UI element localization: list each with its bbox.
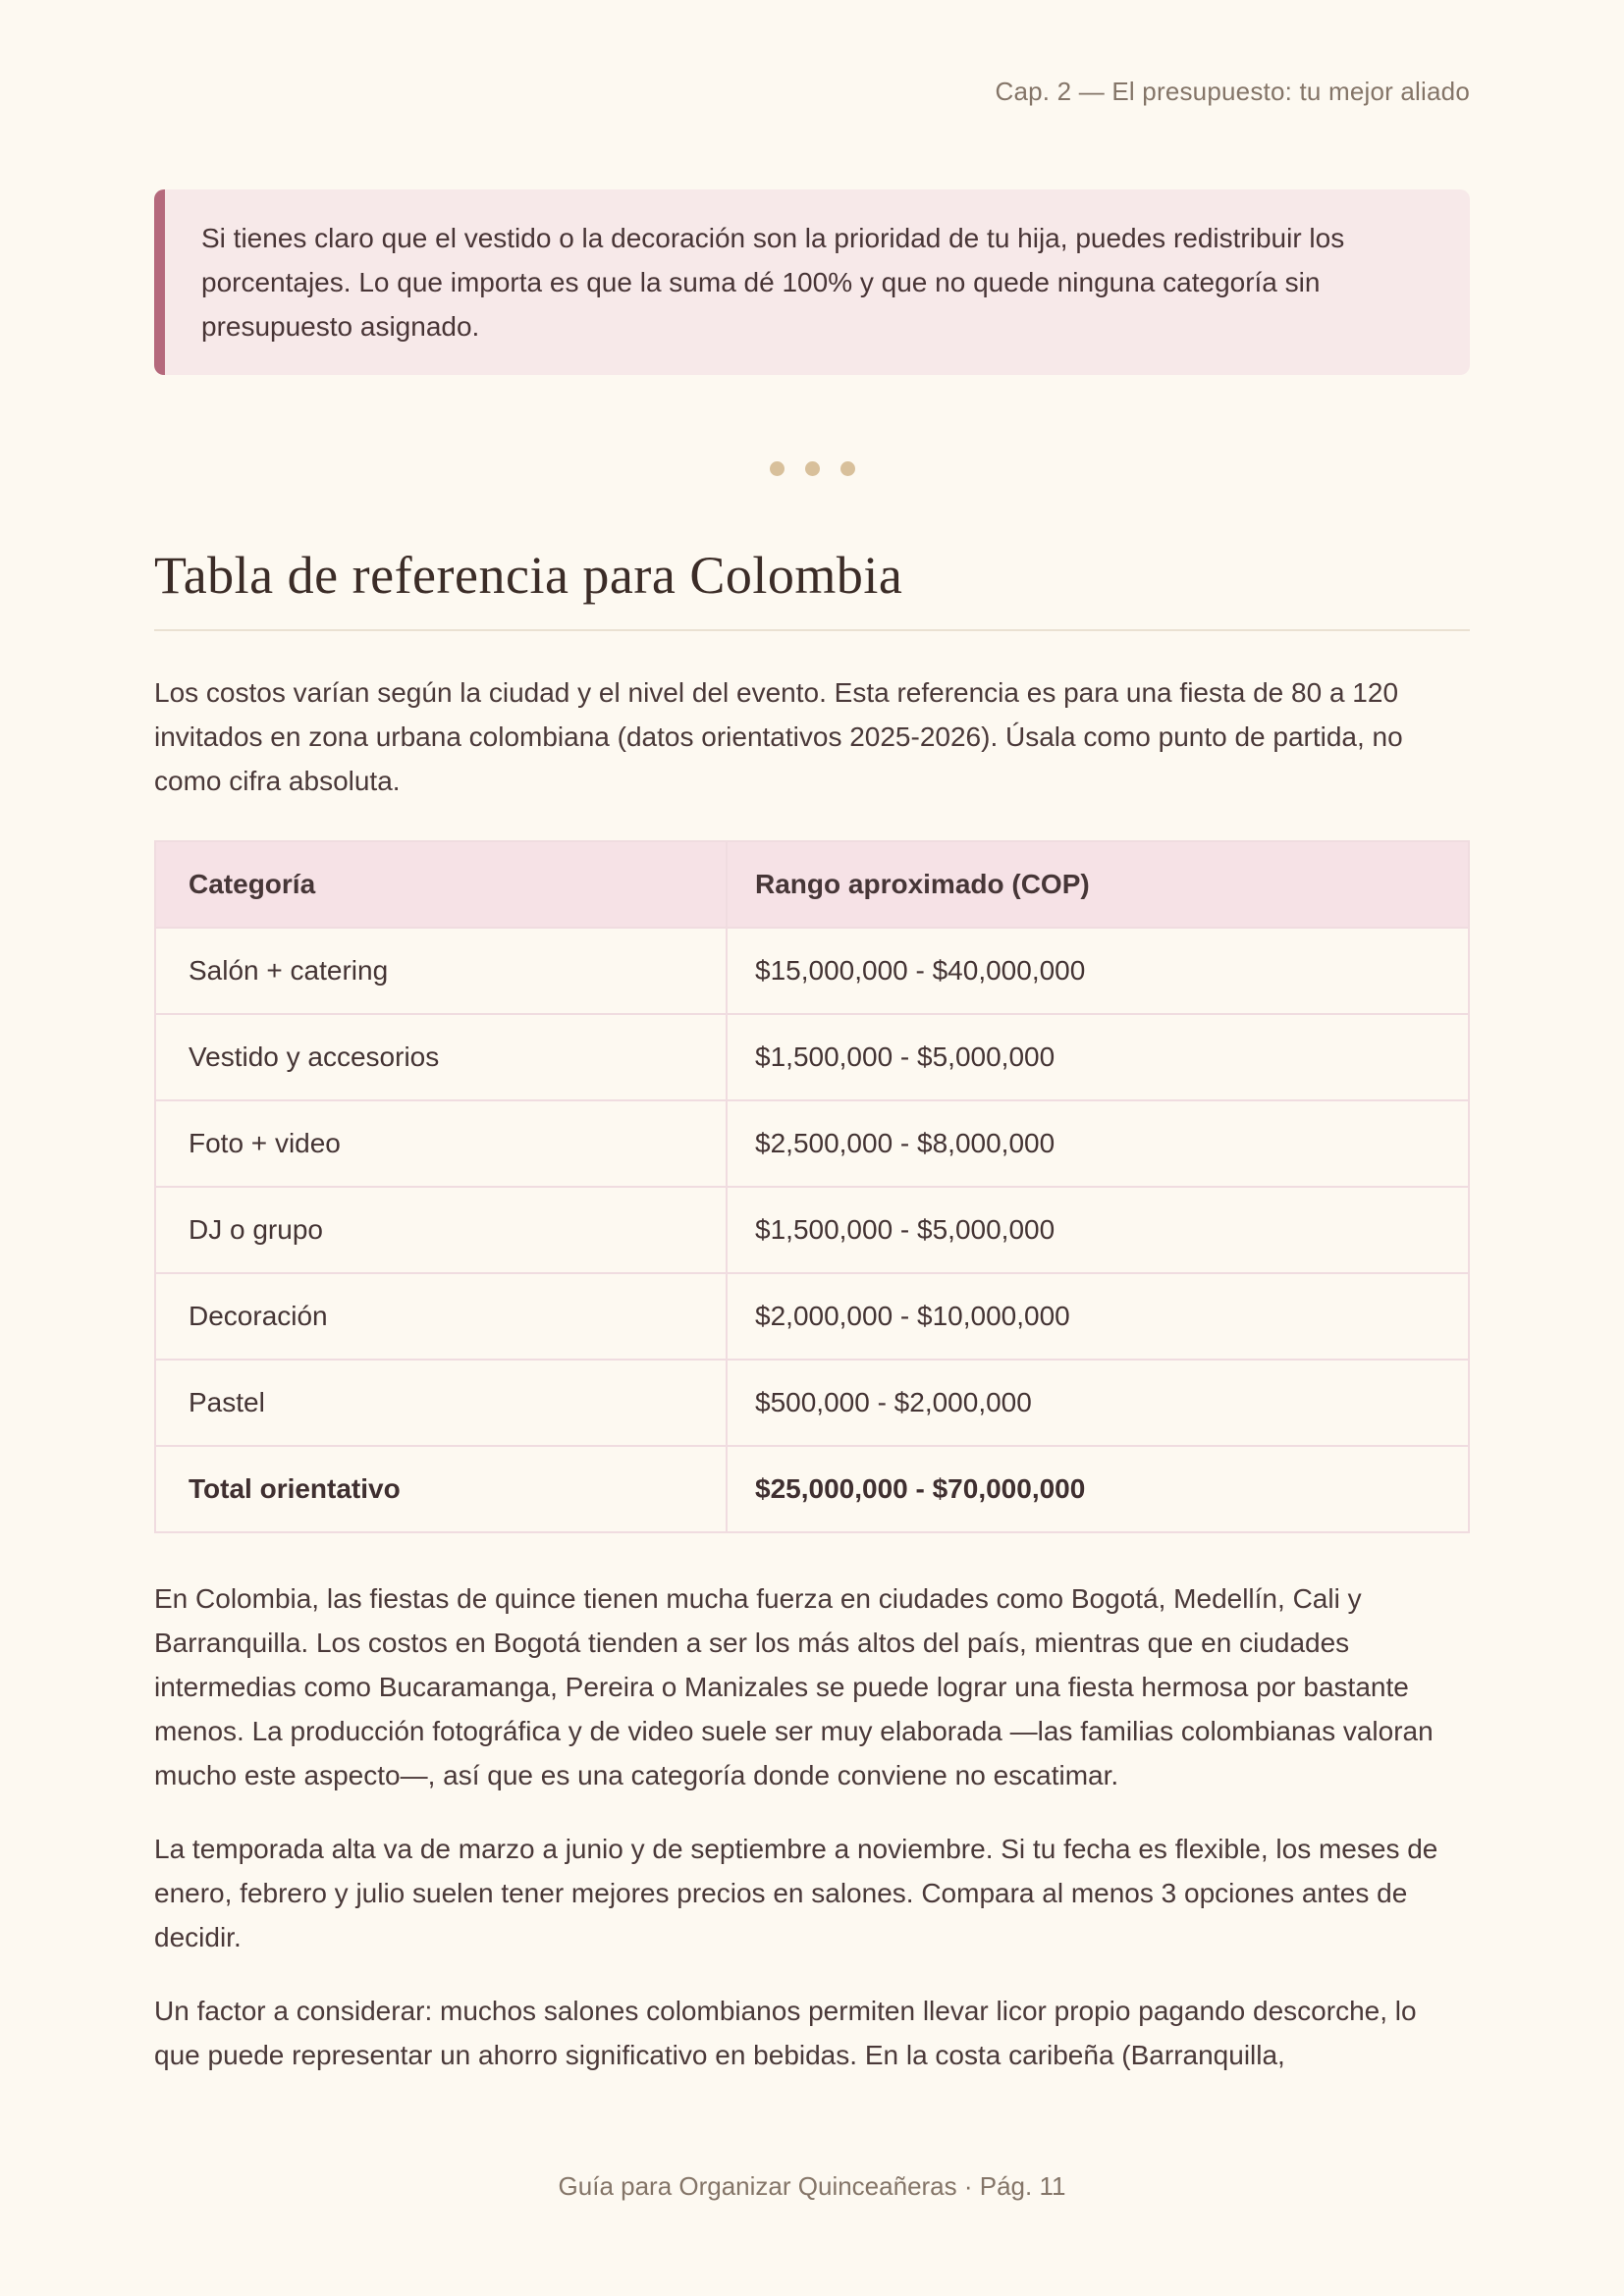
divider-dot-icon (805, 461, 820, 476)
divider-dot-icon (770, 461, 785, 476)
category-cell: Salón + catering (155, 928, 727, 1014)
range-cell: $2,000,000 - $10,000,000 (727, 1273, 1469, 1360)
section-divider (154, 461, 1470, 476)
category-cell: Decoración (155, 1273, 727, 1360)
table-row (155, 1100, 1469, 1187)
body-paragraph: Un factor a considerar: muchos salones colombianos permiten llevar licor propio pagando descorche, lo que puede representar un ahorro significativo en bebidas. En la costa caribeña (Barranquilla, (154, 1996, 1417, 2070)
column-header-category: Categoría (155, 841, 727, 928)
divider-dot-icon (840, 461, 855, 476)
body-paragraph: La temporada alta va de marzo a junio y de septiembre a noviembre. Si tu fecha es flexible, los meses de enero, febrero y julio suelen tener mejores precios en salones. Compara al menos 3 opciones antes de decidir. (154, 1834, 1438, 1952)
table-row (155, 1360, 1469, 1446)
column-header-range: Rango aproximado (COP) (727, 841, 1469, 928)
range-cell: $1,500,000 - $5,000,000 (727, 1187, 1469, 1273)
table-row (155, 1273, 1469, 1360)
range-cell: $1,500,000 - $5,000,000 (727, 1014, 1469, 1100)
table-total-row (155, 1446, 1469, 1532)
range-cell: $500,000 - $2,000,000 (727, 1360, 1469, 1446)
range-cell: $15,000,000 - $40,000,000 (727, 928, 1469, 1014)
body-paragraph: En Colombia, las fiestas de quince tienen mucha fuerza en ciudades como Bogotá, Medellín, Cali y Barranquilla. Los costos en Bogotá tienden a ser los más altos del país, mientras que en ciudades intermedias como Bucaramanga, Pereira o Manizales se puede lograr una fiesta hermosa por bastante menos. La producción fotográfica y de video suele ser muy elaborada —las familias colombianas valoran mucho este aspecto—, así que es una categoría donde conviene no escatimar. (154, 1583, 1434, 1790)
category-cell: DJ o grupo (155, 1187, 727, 1273)
reference-table (154, 840, 1470, 1533)
category-cell: Vestido y accesorios (155, 1014, 727, 1100)
page-footer: Guía para Organizar Quinceañeras · Pág. 11 (558, 2171, 1066, 2201)
category-cell: Pastel (155, 1360, 727, 1446)
intro-paragraph: Los costos varían según la ciudad y el nivel del evento. Esta referencia es para una fiesta de 80 a 120 invitados en zona urbana colombiana (datos orientativos 2025-2026). Úsala como punto de partida, no como cifra absoluta. (154, 677, 1403, 796)
total-label-cell: Total orientativo (155, 1446, 727, 1532)
table-row (155, 928, 1469, 1014)
tip-callout (154, 189, 1470, 375)
section-title: Tabla de referencia para Colombia (154, 545, 1470, 631)
range-cell: $2,500,000 - $8,000,000 (727, 1100, 1469, 1187)
table-row (155, 1187, 1469, 1273)
content-column (154, 0, 1470, 2077)
total-range-cell: $25,000,000 - $70,000,000 (727, 1446, 1469, 1532)
chapter-header: Cap. 2 — El presupuesto: tu mejor aliado (995, 77, 1470, 106)
tip-callout-text: Si tienes claro que el vestido o la decoración son la prioridad de tu hija, puedes redistribuir los porcentajes. Lo que importa es que la suma dé 100% y que no quede ninguna categoría sin presupuesto asignado. (201, 223, 1345, 342)
table-header-row (155, 841, 1469, 928)
table-row (155, 1014, 1469, 1100)
category-cell: Foto + video (155, 1100, 727, 1187)
